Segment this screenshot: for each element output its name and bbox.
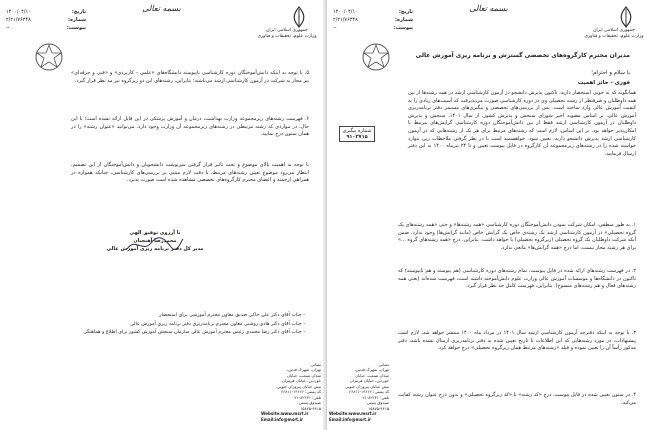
signature-title: مدیر کل دفتر برنامه ریزی آموزش عالی bbox=[106, 246, 204, 252]
number-value: ۲/۲۱/۷۶۳۴۸ bbox=[6, 17, 31, 23]
handwritten-signature-icon bbox=[125, 235, 185, 255]
footer-address: نشانی: تهران، شهرک قدس، میدان صنعت، خیابان خوردین، خیابان هرمزان نبش خیابان پیروزان جنوبی کد پستی: ۱۴۶۶۶-۶۶۸۱۱ تلفن: ۸۲۲۳۱-۰۲۱ صندوق پستی: ۱۵۸۷۵-۴۴۱۵ Website:www.msrt.ir Email:info@msrt.ir bbox=[329, 361, 389, 422]
bismillah-header: بسمه تعالی bbox=[469, 4, 508, 13]
closing-paragraph: با توجه به اهمیت بالای موضوع و تحت تاثیر قرار گرفتن سرنوشت دانشجویان و دانش‌آموختگان از این تصمیم، انتظار می‌رود موضوع تعیین رشته‌های مرتبط، با دقت لازم مبتنی بر بررسی‌های کارشناسی، چنانکه همواره در همراهی ارجمند و اعضای محترم کارگروه‌های تخصصی مشاهده شده است صورت پذیرد. bbox=[71, 162, 309, 184]
intro-paragraph: همانگونه که به خوبی استحضار دارید، تاکنون پذیرش دانشجو در آزمون کارشناسی ارشد در همه رشته‌ها از بین همه داوطلبان و صرفنظر از رشته تحصیلی وی در دوره کارشناسی صورت می‌پذیرفت که آسیب‌های زیادی را به کیفیت آموزش عالی وارد ساخته است. پس از بررسی‌های تخصصی و پیگیری‌های مستمر دفتر برنامه‌ریزی آموزش عالی، بر اساس مصوبه اخیر شورای سنجش و پذیرش کشور، از سال ۱۴۰۱، سنجش و پذیرش داوطلبان در آزمون کارشناسی ارشد فقط از بین دانش‌آموختگان دوره کارشناسی گرایش‌های مرتبط با امکان‌پذیر خواهد بود. بر این اساس، لازم است که رشته‌های مرتبط برای هر یک از رشته‌هایی که در آزمون کارشناسی ارشد پذیرش دانشجو دارند، تعیین شود. خواهشمند است با در نظر گرفتن ملاحظات زیر، موارد خواسته شده را در رشته‌های زیرمجموعه آن کارگروه در فایل پیوست تعیین و تا ۲۴ تیرماه ۱۴۰۰ به این دفتر ارسال فرمایید. bbox=[408, 90, 636, 157]
tracking-number: ۹۱۰۲۷۱۵ bbox=[346, 134, 368, 140]
letter-meta bbox=[333, 8, 413, 32]
greeting: با سلام و احترام؛ bbox=[591, 70, 630, 76]
date-label: تاریخ: bbox=[398, 9, 413, 15]
footer-email: Email:info@msrt.ir bbox=[261, 416, 303, 422]
bismillah-header: بسمه تعالی bbox=[142, 4, 181, 13]
signature-name: محمدرضا آهنچیان bbox=[133, 238, 177, 244]
letter-page-1 bbox=[327, 0, 650, 430]
paragraph-1: ۱. به طور منطقی، امکان شرکت نمودن دانش‌آموختگان دوره کارشناسی «همه رشته‌ها» و حتی «همه رشته‌های یک گروه تحصیلی» در آزمون کارشناسی ارشد یک رشته‌ی خاص یک گرایش خاص (مانند گرایش‌ها) وجود ندارد. ضمن آنکه شرکت داوطلبان یک گروه تحصیلی (زیرگروه تحصیلی) با خواهد داشت. بنابراین، درج «همه رشته‌های گروه ...» برای هر رشته مجاز نیست، اما درج «همه گرایش‌ها» مانعی ندارد. bbox=[398, 222, 636, 251]
ministry-label: جمهوری اسلامی ایران وزارت علوم، تحقیقات و فناوری bbox=[257, 28, 317, 39]
footer-website: Website:www.msrt.ir bbox=[329, 411, 377, 416]
signature-greeting: با آرزوی توفیق الهی bbox=[129, 230, 181, 236]
cc-item: - جناب آقای دکتر رضا محمدی رئیس محترم آموزش عالی سازمان سنجش آموزش کشور برای اطلاع و هماهنگی bbox=[83, 330, 305, 335]
date-label: تاریخ: bbox=[71, 9, 86, 15]
date-value: ۱۴۰۰/۰۴/۱۰ bbox=[6, 9, 31, 15]
attachment-value: -- bbox=[6, 25, 10, 31]
tracking-number-box bbox=[339, 126, 375, 142]
university-seal-icon bbox=[361, 42, 391, 72]
attachment-label: پیوست: bbox=[66, 25, 86, 31]
footer-website: Website:www.msrt.ir bbox=[261, 411, 309, 416]
ministry-label: جمهوری اسلامی ایران وزارت علوم، تحقیقات و فناوری bbox=[584, 28, 644, 39]
signature-block bbox=[95, 229, 215, 253]
number-value: ۲/۲۱/۷۶۳۴۸ bbox=[333, 17, 358, 23]
university-seal-icon bbox=[34, 42, 64, 72]
paragraph-6: ۶. فهرست رشته‌های زیرمجموعه وزارت بهداشت، درمان و آموزش پزشکی در این فایل ارائه نشده است؛ با این حال، در مواردی که رشته مرتبطی در رشته‌های زیرمجموعه آن وزارت وجود دارد، می‌توانید «عنوان رشته» را در همان ستون درج نمایید. bbox=[71, 116, 309, 138]
letter-meta bbox=[6, 8, 86, 32]
paragraph-4: ۴. در ستون تعیین شده در فایل پیوست، درج «کد رشته» یا «کد زیرگروه تحصیلی» و بدون درج عنوان رشته کفایت می‌کند. bbox=[398, 392, 636, 406]
paragraph-3: ۳. با توجه به اینکه دفترچه آزمون کارشناسی ارشد سال ۱۴۰۱ در مرداد ماه ۱۴۰۰ منتشر خواهد شد، لازم است پیشنهادات، در مورد رشته‌هایی که این اطلاعات تا تاریخ تعیین شده به دفتر برنامه‌ریزی ارسال نشده باشد، دفتر مذکور رأساً آن را تعیین نموده و فیلد «رشته‌های مرتبط همان زیرگروه تحصیلی» درج خواهد کرد. bbox=[398, 330, 636, 352]
cc-item: - جناب آقای دکتر هادی روشنی معاون محترم برنامه‌ریزی دفتر برنامه ریزی آموزش عالی bbox=[130, 321, 305, 327]
number-label: شماره: bbox=[68, 17, 86, 23]
cc-item: - جناب آقای دکتر علی خاکی صدیق معاون محترم آموزشی برای استحضار bbox=[159, 313, 305, 318]
date-value: ۱۴۰۰/۰۴/۱۰ bbox=[333, 9, 358, 15]
paragraph-5: ۵. با توجه به اینکه دانش‌آموختگان دوره کارشناسی ناپیوسته دانشگاه‌های «علمی - کاربردی» و «فنی و حرفه‌ای» نیز مجاز به شرکت در آزمون کارشناسی ارشد می‌باشند؛ بنابراین، رشته‌های این دو زیرگروه نیز مد نظر قرار گیرد. bbox=[71, 70, 309, 84]
iran-emblem-icon bbox=[616, 6, 636, 28]
attachment-label: پیوست: bbox=[393, 25, 413, 31]
iran-emblem-icon bbox=[289, 6, 309, 28]
attachment-value: -- bbox=[333, 25, 337, 31]
letter-page-2 bbox=[0, 0, 323, 430]
addressee: مدیران محترم کارگروه‌های تخصصی گسترش و برنامه ریزی آموزش عالی bbox=[415, 52, 630, 59]
subject-urgent: فوری - حائز اهمیت bbox=[577, 80, 630, 86]
paragraph-2: ۲. در فهرست رشته‌های ارائه شده در فایل پیوست، تمام رشته‌های دوره کارشناسی (هم پیوسته و هم ناپیوسته) که تاکنون در دانشگاه‌ها و موسسات آموزش عالی وزارت علوم دانش‌آموخته داشته است، فهرست شده‌اند (یعنی همه رشته‌های فعال و هم رشته‌های منسوخ). بنابراین، فهرست کامل حد نظر قرار گیرد. bbox=[398, 268, 636, 290]
footer-email: Email:info@msrt.ir bbox=[329, 416, 371, 422]
tracking-label: شماره پیگیری bbox=[342, 128, 372, 134]
number-label: شماره: bbox=[395, 17, 413, 23]
cc-list bbox=[75, 312, 305, 338]
footer-address: نشانی: تهران، شهرک قدس، میدان صنعت، خیابان خوردین، خیابان هرمزان نبش خیابان پیروزان جنوبی کد پستی: ۱۴۶۶۶-۶۶۸۱۱ تلفن: ۸۲۲۳۱-۰۲۱ صندوق پستی: ۱۵۸۷۵-۴۴۱۵ Website:www.msrt.ir Email:info@msrt.ir bbox=[261, 361, 321, 422]
